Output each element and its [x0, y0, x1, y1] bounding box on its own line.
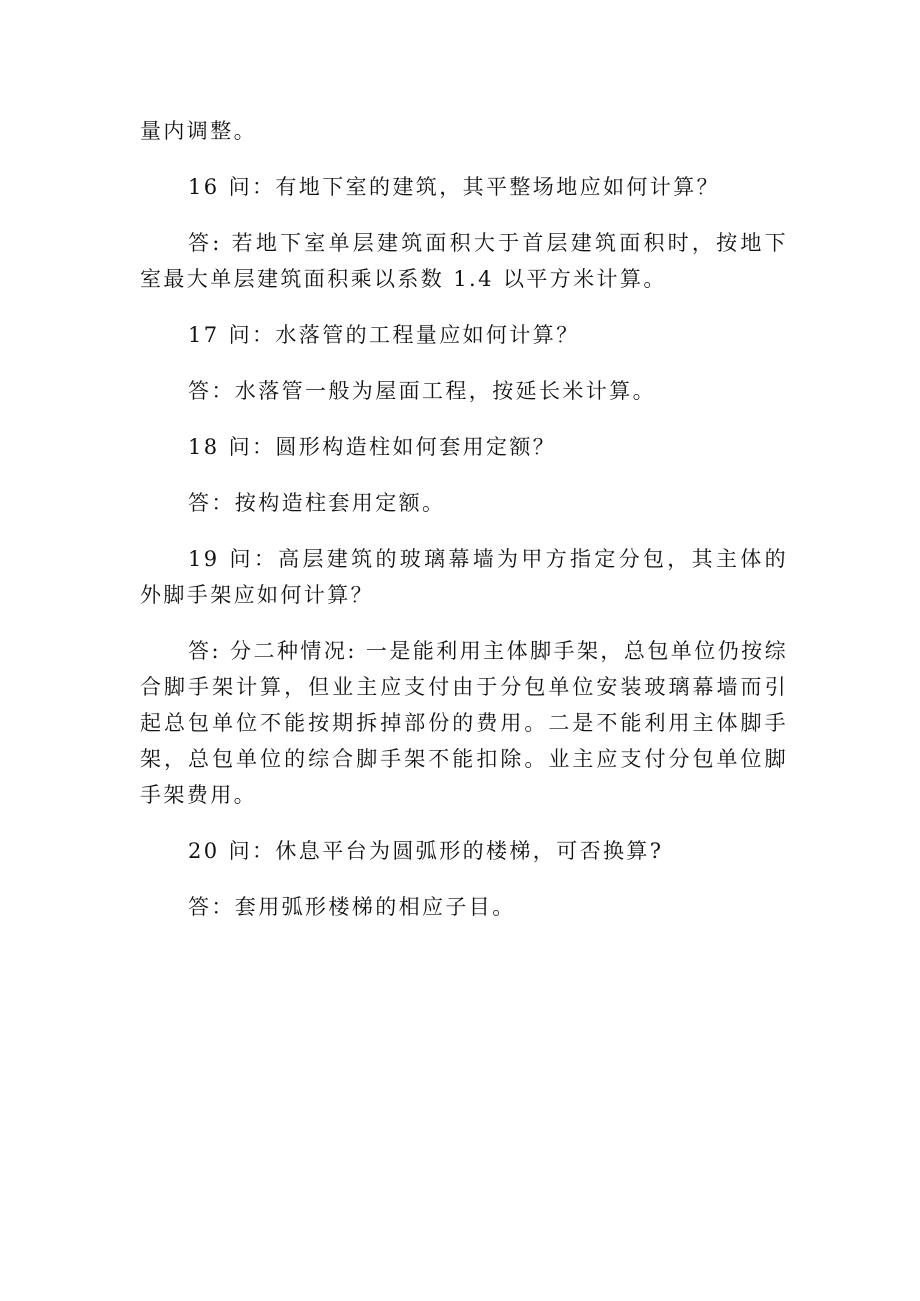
question-19: 19 问：高层建筑的玻璃幕墙为甲方指定分包，其主体的外脚手架应如何计算？: [140, 547, 788, 607]
question-20: 20 问：休息平台为圆弧形的楼梯，可否换算?: [188, 839, 664, 863]
answer-17: 答：水落管一般为屋面工程，按延长米计算。: [188, 379, 656, 403]
question-16: 16 问：有地下室的建筑，其平整场地应如何计算？: [188, 175, 720, 199]
answer-18: 答：按构造柱套用定额。: [188, 491, 446, 515]
question-18: 18 问：圆形构造柱如何套用定额？: [188, 435, 557, 459]
question-17: 17 问：水落管的工程量应如何计算？: [188, 323, 580, 347]
paragraph-continuation: 量内调整。: [140, 119, 257, 143]
answer-20: 答：套用弧形楼梯的相应子目。: [188, 895, 516, 919]
document-page: [140, 113, 788, 945]
answer-19: 答: 分二种情况: 一是能利用主体脚手架，总包单位仍按综合脚手架计算，但业主应支付由于分包单位安装玻璃幕墙而引起总包单位不能按期拆掉部份的费用。二是不能利用主体脚手架，总包单位的综合脚手架不能扣除。业主应支付分包单位脚手架费用。: [140, 639, 788, 807]
answer-16: 答: 若地下室单层建筑面积大于首层建筑面积时，按地下室最大单层建筑面积乘以系数 1.4 以平方米计算。: [140, 231, 788, 291]
